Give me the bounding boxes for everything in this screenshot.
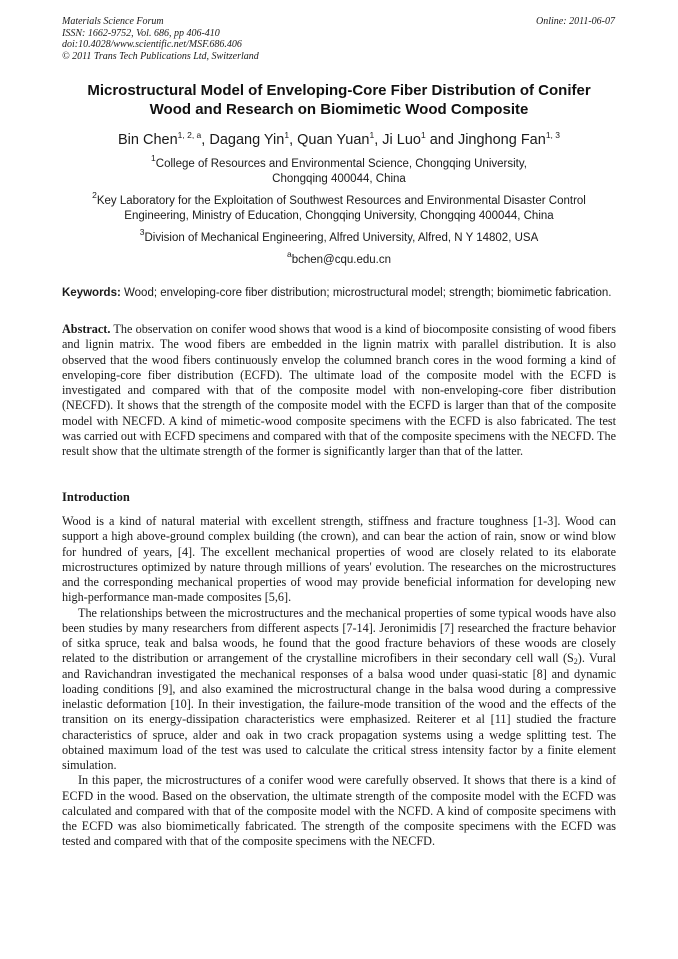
author-name: Quan Yuan bbox=[297, 132, 370, 148]
author-name: Ji Luo bbox=[382, 132, 421, 148]
author-sep: , bbox=[289, 132, 298, 148]
keywords-text: Wood; enveloping-core fiber distribution; microstructural model; strength; biomimetic fabrication. bbox=[124, 287, 612, 299]
author-sep: , bbox=[201, 132, 210, 148]
intro-p2-subscript: 2 bbox=[573, 657, 578, 667]
affiliation-1 bbox=[62, 153, 616, 187]
author-sep: , bbox=[374, 132, 383, 148]
keywords-label: Keywords: bbox=[62, 287, 121, 299]
intro-paragraph-1: Wood is a kind of natural material with excellent strength, stiffness and fracture toughness [1-3]. Wood can support a high above-ground complex building (the crown), and can bear the action of rain, snow or wind blow for hundred of years, [4]. The excellent mechanical properties of wood are closely related to its elaborate microstructures optimized by nature through millions of years' evolution. The researches on the microstructures and the corresponding mechanical properties of wood may provide beneficial information for developing new high-performance man-made composites [5,6]. bbox=[62, 514, 616, 605]
section-heading-introduction: Introduction bbox=[62, 490, 130, 504]
abstract-label: Abstract. bbox=[62, 322, 111, 336]
aff-line: Chongqing 400044, China bbox=[272, 173, 406, 185]
aff-line: College of Resources and Environmental Science, Chongqing University, bbox=[155, 158, 527, 170]
author-sup: 1, 2, a bbox=[177, 130, 202, 140]
author-name: Jinghong Fan bbox=[457, 132, 546, 148]
author-sup: 1, 3 bbox=[545, 130, 560, 140]
title-line-2: Wood and Research on Biomimetic Wood Composite bbox=[149, 101, 529, 118]
author-sep: and bbox=[425, 132, 458, 148]
author-name: Dagang Yin bbox=[209, 132, 285, 148]
affiliation-3 bbox=[62, 227, 616, 246]
author-email bbox=[62, 249, 616, 268]
title-line-1: Microstructural Model of Enveloping-Core Fiber Distribution of Conifer bbox=[87, 82, 591, 99]
email-sup: a bbox=[286, 249, 292, 259]
copyright-line: © 2011 Trans Tech Publications Ltd, Switzerland bbox=[62, 50, 259, 62]
author-name: Bin Chen bbox=[118, 132, 178, 148]
journal-header bbox=[62, 16, 259, 62]
intro-p2-part-b: ). Vural and Ravichandran investigated the mechanical responses of a balsa wood under quasi-static [8] and dynamic loading conditions [9], and also examined the microstructural change in the balsa wood during a compressive inelastic deformation [10]. In their investigation, the failure-mode transition of the wood and the effects of the transition on its energy-dissipation characteristics were emphasized. Reiterer et al [11] studied the fracture characteristics of spruce, alder and oak in two crack propagation systems using a wedge splitting test. The obtained maximum load of the test was used to calculate the critical stress intensity factor by a finite element simulation. bbox=[62, 651, 616, 772]
keywords bbox=[62, 287, 616, 301]
abstract-text: The observation on conifer wood shows that wood is a kind of biocomposite consisting of wood fibers and lignin matrix. The wood fibers are embedded in the lignin matrix with parallel distribution. It is also observed that the wood fibers continuously envelop the columned branch cores in the wood forming a kind of enveloping-core fiber distribution (ECFD). The ultimate load of the composite model with the ECFD is investigated and compared with that of the composite model with non-enveloping-core fiber distribution (NECFD). It shows that the strength of the composite model with the ECFD is larger than that of the composite model with NECFD. A kind of mimetic-wood composite specimens with the ECFD is also fabricated. The test was carried out with ECFD specimens and compared with that of the composite specimens with the NECFD. The result show that the ultimate strength of the former is significantly larger than that of the latter. bbox=[62, 322, 616, 458]
intro-paragraph-2 bbox=[62, 606, 616, 774]
author-sup: 1 bbox=[369, 130, 375, 140]
author-list bbox=[62, 130, 616, 150]
aff-sup: 2 bbox=[92, 190, 97, 200]
aff-line: Key Laboratory for the Exploitation of Southwest Resources and Environmental Disaster Control bbox=[96, 195, 586, 207]
aff-sup: 1 bbox=[151, 153, 156, 163]
issn-line: ISSN: 1662-9752, Vol. 686, pp 406-410 bbox=[62, 27, 220, 39]
aff-sup: 3 bbox=[139, 227, 145, 237]
affiliation-2 bbox=[62, 190, 616, 224]
author-sup: 1 bbox=[284, 130, 290, 140]
aff-line: Division of Mechanical Engineering, Alfred University, Alfred, N Y 14802, USA bbox=[144, 232, 539, 244]
intro-paragraph-3: In this paper, the microstructures of a conifer wood were carefully observed. It shows that there is a kind of ECFD in the wood. Based on the observation, the ultimate strength of the composite model with the ECFD was calculated and compared with that of the composite model with the NCFD. A kind of composite specimens with the ECFD was also biomimetically fabricated. The strength of the composite specimens with the ECFD was tested and compared with that of the composite specimens with the NECFD. bbox=[62, 773, 616, 849]
paper-title bbox=[62, 81, 616, 119]
intro-p2-part-a: The relationships between the microstructures and the mechanical properties of some typical woods have also been studies by many researchers from different aspects [7-14]. Jeronimidis [7] researched the fracture behavior of sitka spruce, teak and balsa woods, he found that the good fracture behaviors of these woods are closely related to the distribution or arrangement of the crystalline microfibers in their secondary cell wall (S bbox=[62, 605, 616, 666]
doi-line: doi:10.4028/www.scientific.net/MSF.686.406 bbox=[62, 39, 242, 50]
introduction-body bbox=[62, 514, 616, 850]
online-date: Online: 2011-06-07 bbox=[536, 16, 615, 27]
author-sup: 1 bbox=[420, 130, 426, 140]
aff-line: Engineering, Ministry of Education, Chongqing University, Chongqing 400044, China bbox=[124, 210, 554, 222]
journal-name: Materials Science Forum bbox=[62, 16, 164, 27]
email-address: bchen@cqu.edu.cn bbox=[291, 254, 391, 266]
abstract bbox=[62, 322, 616, 459]
